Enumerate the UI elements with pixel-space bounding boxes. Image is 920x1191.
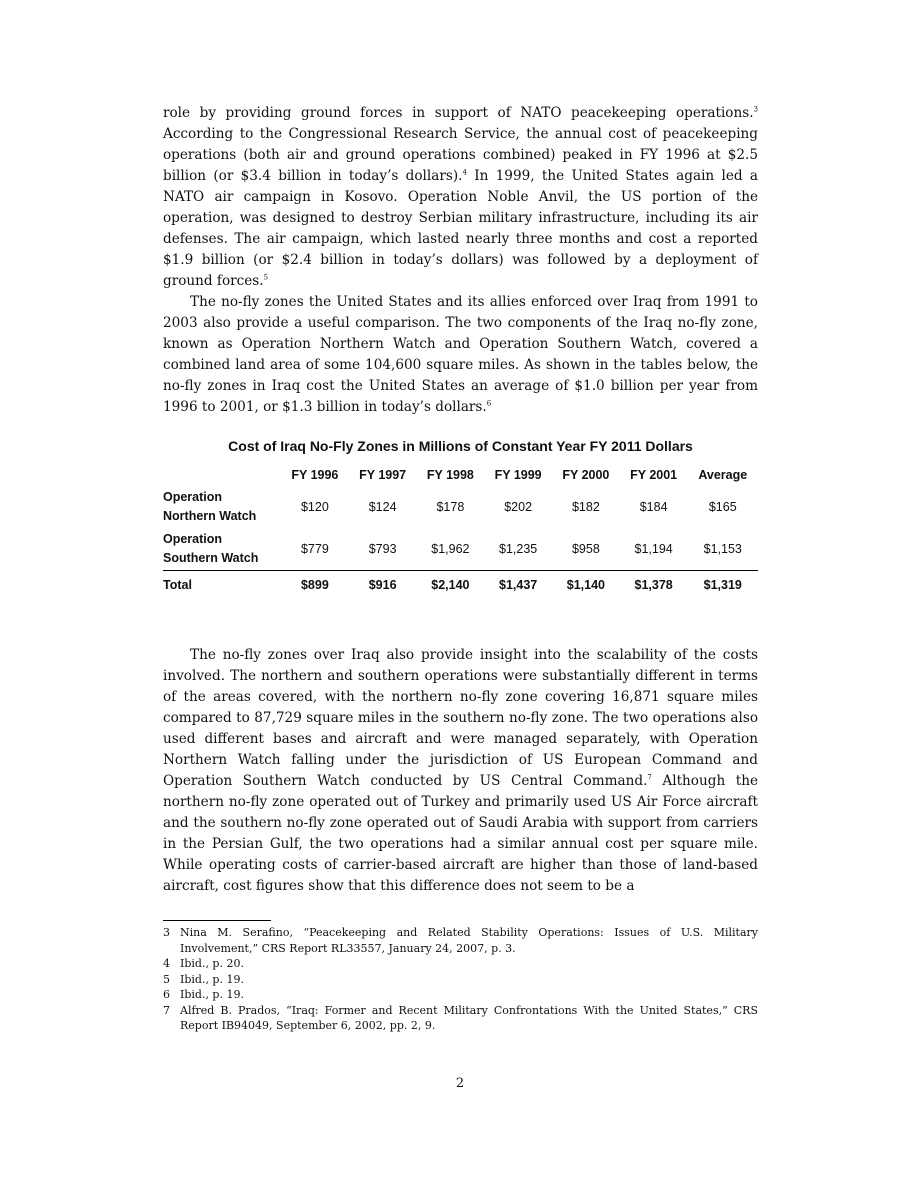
table-title: Cost of Iraq No-Fly Zones in Millions of Constant Year FY 2011 Dollars [228, 438, 693, 454]
table-total-row [163, 571, 758, 600]
footnote-item [163, 1003, 758, 1034]
table-header-cell: FY 1997 [359, 468, 407, 482]
table-cell: $1,962 [431, 542, 470, 556]
paragraph-2-text: The no-fly zones the United States and its allies enforced over Iraq from 1991 to 2003 also provide a useful comparison. The two components of the Iraq no-fly zone, known as Operation Northern Watch and Operation Southern Watch, covered a combined land area of some 104,600 square miles. As shown in the tables below, the no-fly zones in Iraq cost the United States an average of $1.0 billion per year from 1996 to 2001, or $1.3 billion in today’s dollars. [163, 294, 758, 415]
footnote-ref-6[interactable]: 6 [486, 399, 492, 408]
footnotes [163, 925, 758, 1034]
footnote-ref-5[interactable]: 5 [263, 273, 269, 282]
footnote-text: Alfred B. Prados, “Iraq: Former and Recent Military Confrontations With the United States,” CRS Report IB94049, September 6, 2002, pp. 2, 9. [180, 1003, 758, 1032]
total-cell: $1,378 [620, 571, 688, 600]
total-cell: $2,140 [417, 571, 485, 600]
footnote-text: Ibid., p. 19. [180, 988, 244, 1001]
cost-table [163, 464, 758, 599]
table-header-cell: FY 2000 [562, 468, 610, 482]
footnote-number: 4 [163, 957, 170, 970]
table-cell: $184 [639, 500, 668, 514]
table-cell: $779 [300, 542, 329, 556]
footnote-item [163, 987, 758, 1003]
row-label [163, 528, 281, 571]
footnote-text: Nina M. Serafino, “Peacekeeping and Related Stability Operations: Issues of U.S. Military Involvement,” CRS Report RL33557, January 24, 2007, p. 3. [180, 926, 758, 955]
paragraph-1-text-c: In 1999, the United States again led a NATO air campaign in Kosovo. Operation Noble Anvil, the US portion of the operation, was designed to destroy Serbian military infrastructure, including its air defenses. The air campaign, which lasted nearly three months and cost a reported $1.9 billion (or $2.4 billion in today’s dollars) was followed by a deployment of ground forces. [163, 168, 758, 289]
total-cell: $899 [281, 571, 349, 600]
total-cell: $1,437 [484, 571, 552, 600]
table-header-row [163, 464, 758, 486]
footnote-item [163, 972, 758, 988]
table-header-cell: FY 1998 [426, 468, 474, 482]
footnote-number: 5 [163, 972, 170, 986]
paragraph-3 [163, 645, 758, 897]
total-cell: $1,319 [688, 571, 759, 600]
total-label: Total [163, 571, 281, 600]
table-cell: $120 [300, 500, 329, 514]
footnote-ref-3[interactable]: 3 [753, 105, 758, 114]
paragraph-2 [163, 292, 758, 418]
footnote-text: Ibid., p. 19. [180, 972, 244, 986]
total-cell: $916 [349, 571, 417, 600]
page-number: 2 [455, 1076, 465, 1091]
table-row [163, 486, 758, 528]
paragraph-1 [163, 103, 758, 292]
footnote-number: 7 [163, 1003, 170, 1017]
table-header-cell: Average [698, 468, 748, 482]
row-label [163, 486, 281, 528]
table-cell: $202 [504, 500, 533, 514]
table-cell: $124 [368, 500, 397, 514]
table-cell: $182 [571, 500, 600, 514]
table-header-cell [163, 464, 281, 486]
table-cell: $165 [708, 500, 737, 514]
row-label-line: Operation [163, 490, 223, 504]
table-cell: $1,194 [634, 542, 673, 556]
footnote-ref-4[interactable]: 4 [462, 168, 467, 177]
total-cell: $1,140 [552, 571, 620, 600]
row-label-line: Southern Watch [163, 551, 259, 565]
row-label-line: Operation [163, 532, 223, 546]
table-header-cell: FY 1999 [494, 468, 542, 482]
row-label-line: Northern Watch [163, 509, 257, 523]
table-header-cell: FY 1996 [291, 468, 339, 482]
footnote-item [163, 956, 758, 972]
footnote-text: Ibid., p. 20. [180, 957, 244, 970]
footnote-item [163, 925, 758, 956]
paragraph-1-text-a: role by providing ground forces in support of NATO peacekeeping operations. [163, 105, 754, 121]
table-row [163, 528, 758, 571]
table-header-cell: FY 2001 [630, 468, 678, 482]
paragraph-3-text-a: The no-fly zones over Iraq also provide insight into the scalability of the costs involved. The northern and southern operations were substantially different in terms of the areas covered, with the northern no-fly zone covering 16,871 square miles compared to 87,729 square miles in the southern no-fly zone. The two operations also used different bases and aircraft and were managed separately, with Operation Northern Watch falling under the jurisdiction of US European Command and Operation Southern Watch conducted by US Central Command. [163, 647, 758, 789]
table-cell: $793 [368, 542, 397, 556]
paragraph-3-text-b: Although the northern no-fly zone operated out of Turkey and primarily used US Air Force aircraft and the southern no-fly zone operated out of Saudi Arabia with support from carriers in the Persian Gulf, the two operations had a similar annual cost per square mile. While operating costs of carrier-based aircraft are higher than those of land-based aircraft, cost figures show that this difference does not seem to be a [163, 773, 759, 894]
footnote-divider [163, 920, 271, 921]
page-body [163, 103, 758, 897]
table-cell: $1,235 [499, 542, 538, 556]
table-cell: $178 [436, 500, 465, 514]
paragraph-1-text-b: According to the Congressional Research Service, the annual cost of peacekeeping operations (both air and ground operations combined) peaked in FY 1996 at $2.5 billion (or $3.4 billion in today’s dollars). [163, 126, 758, 184]
table-cell: $1,153 [703, 542, 742, 556]
footnote-ref-7[interactable]: 7 [647, 773, 652, 782]
footnote-number: 3 [163, 926, 170, 939]
table-cell: $958 [571, 542, 600, 556]
footnote-number: 6 [163, 988, 170, 1001]
